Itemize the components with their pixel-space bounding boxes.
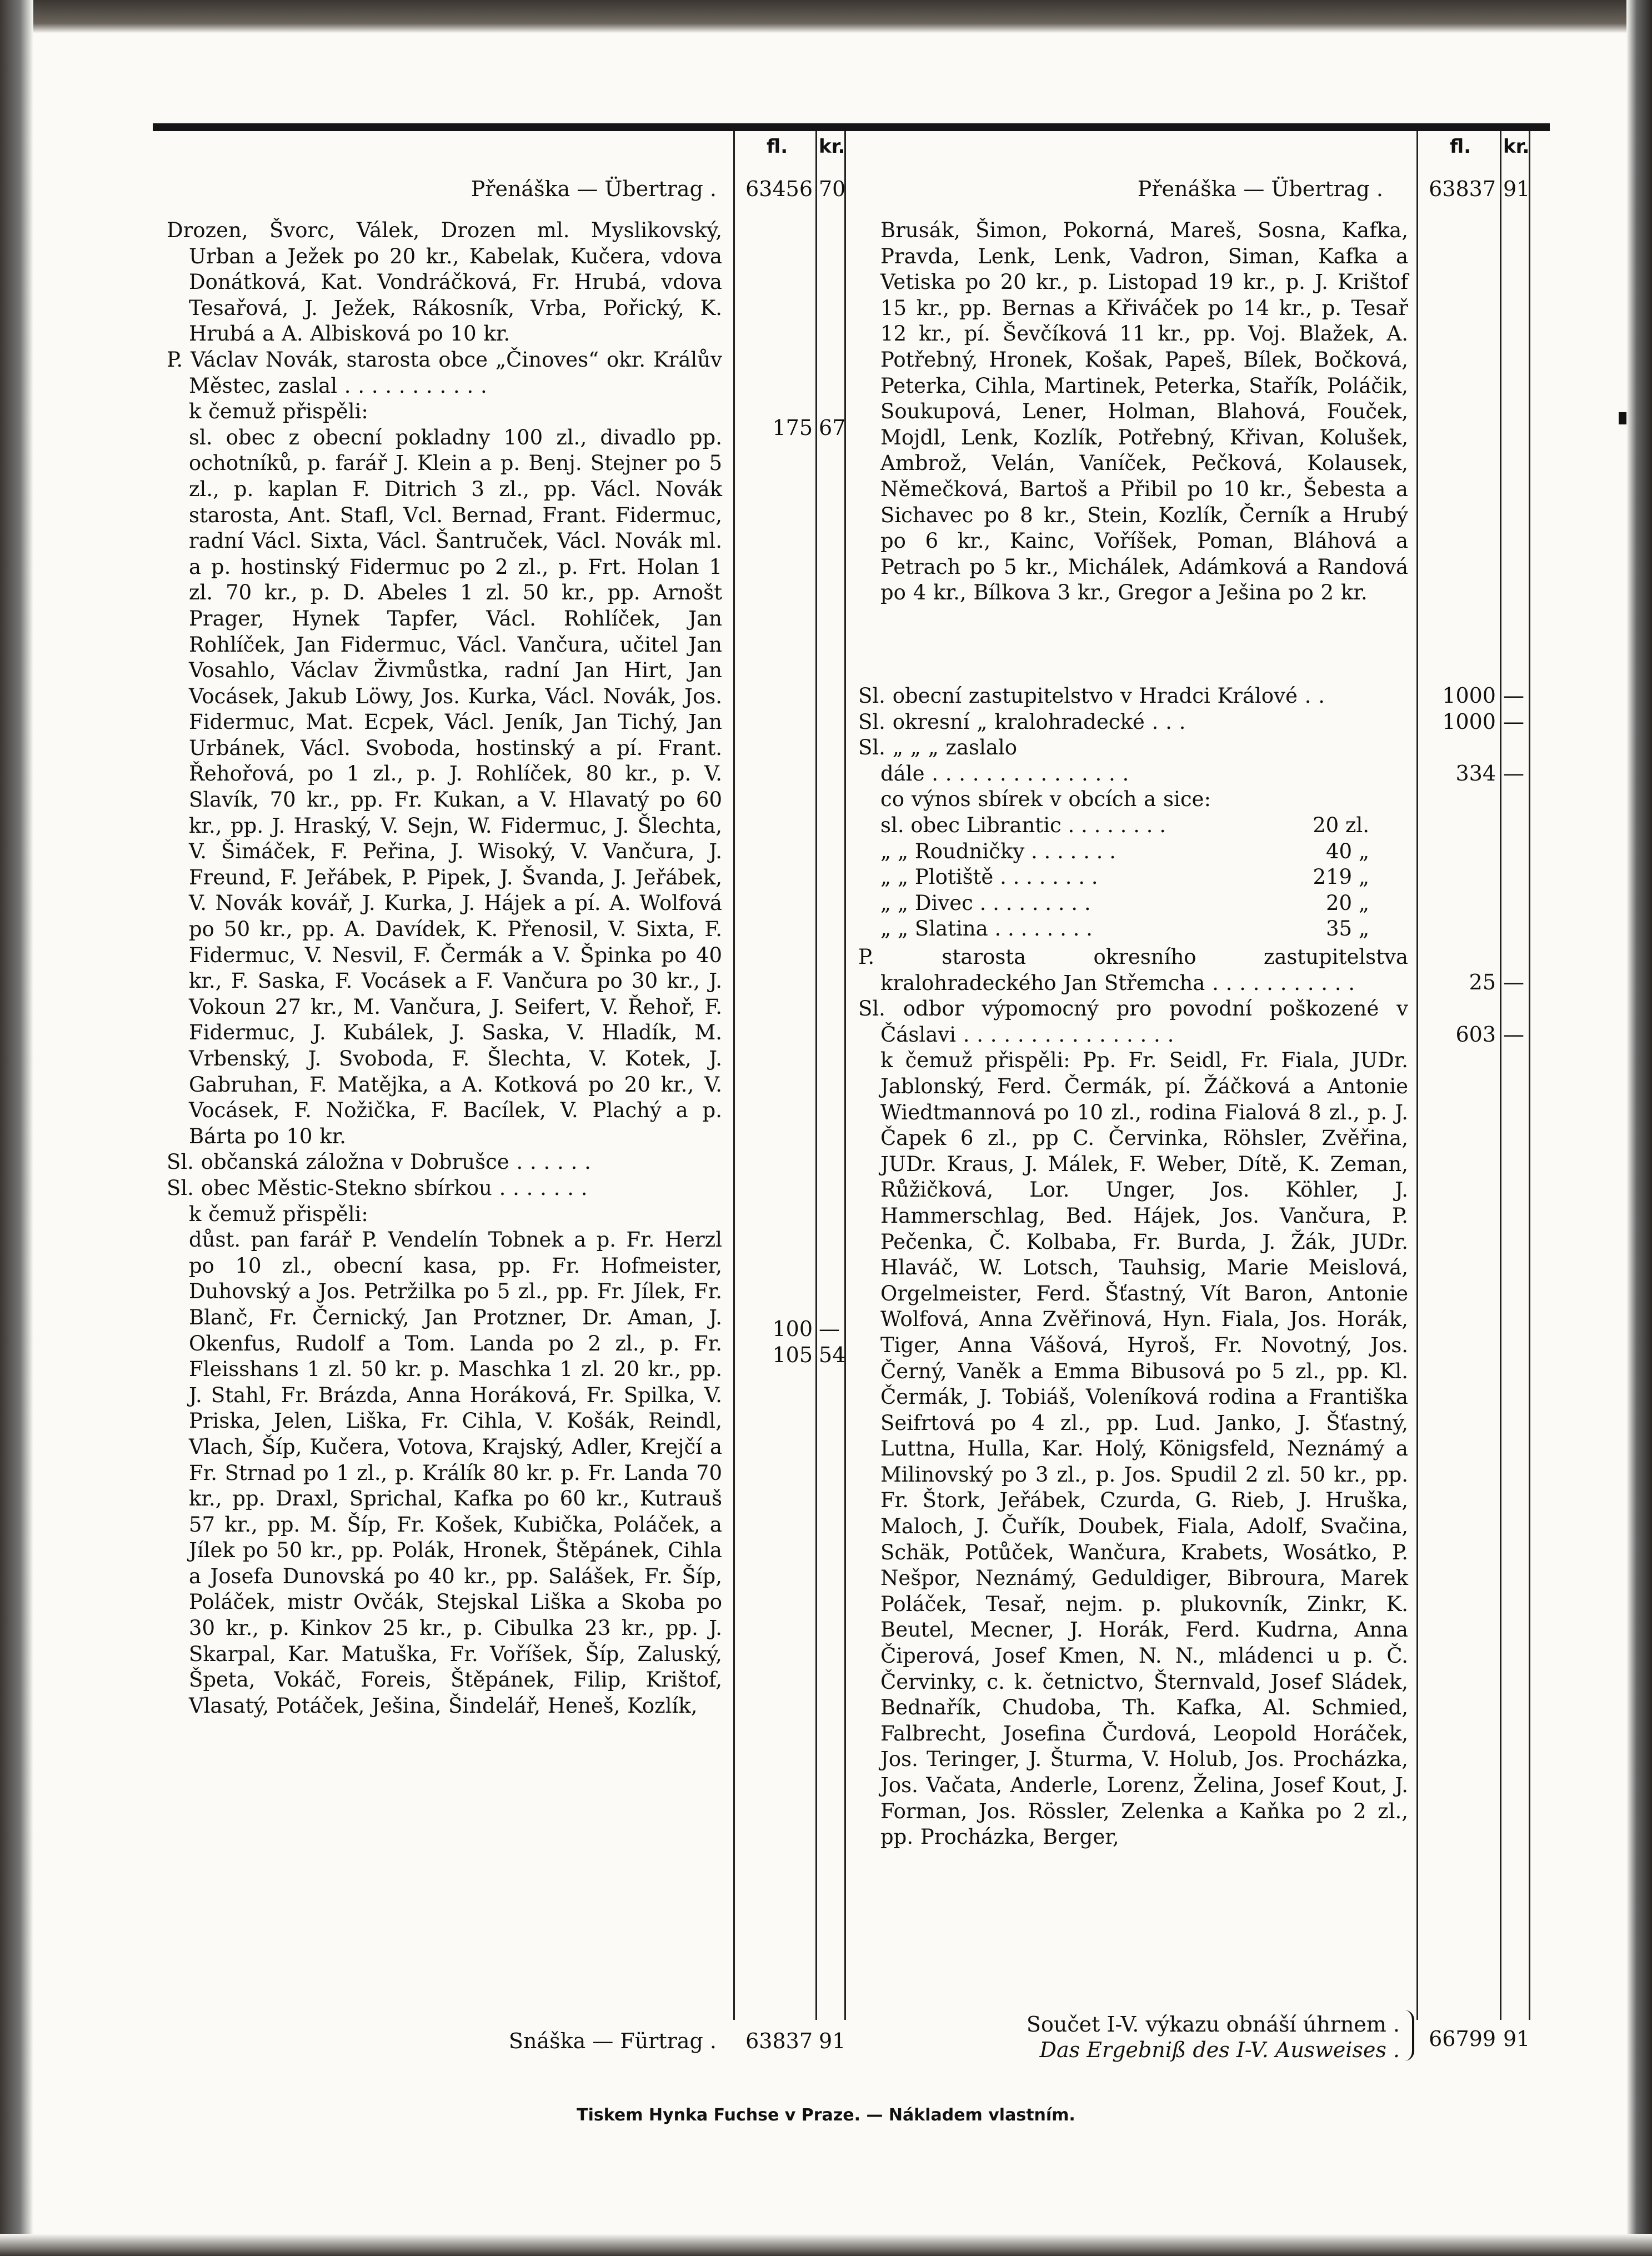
left-amt-mestic-kr: 54 [819, 1343, 846, 1367]
right-para-2: k čemuž přispěli: Pp. Fr. Seidl, Fr. Fiala, JUDr. Jablonský, Ferd. Čermák, pí. Žáčková a Antonie Wiedtmannová po 10 zl., rodina Fialová 8 zl., p. J. Čapek 6 zl., pp C. Červinka, Röhsler, Zvěřina, JUDr. Kraus, J. Málek, F. Weber, Dítě, K. Zeman, Růžičková, Lor. Unger, Jos. Köhler, J. Hammerschlag, Bed. Hájek, Jos. Vančura, P. Pečenka, Č. Kolbaba, Fr. Burda, J. Žák, JUDr. Hlaváč, W. Lotsch, Tauhsig, Marie Meislová, Orgelmeister, Ferd. Šťastný, Vít Baron, Antonie Wolfová, Anna Zvěřinová, Hyn. Fiala, Jos. Horák, Tiger, Anna Vášová, Hyroš, Fr. Novotný, Jos. Černý, Vaněk a Emma Bibusová po 5 zl., pp. Kl. Čermák, J. Tobiáš, Voleníková rodina a Františka Seifrtová po 4 zl., pp. Lud. Janko, J. Šťastný, Luttna, Hulla, Kar. Holý, Königsfeld, Neznámý a Milinovský po 3 zl., p. Jos. Spudil 2 zl. 50 kr., pp. Fr. Štork, Jeřábek, Czurda, G. Rieb, J. Hruška, Maloch, J. Čuřík, Doubek, Fiala, Adolf, Svačina, Schäk, Potůček, Wančura, Krabets, Wosátko, P. Nešpor, Neznámý, Geduldiger, Bibroura, Marek Poláček, Tesař, nejm. p. plukovník, Zinkr, K. Beutel, Mecner, J. Horák, Ferd. Kudrna, Anna Čiperová, Josef Kmen, N. N., mládenci u p. Č. Červinky, c. k. četnictvo, Šternvald, Josef Sládek, Bednařík, Chudoba, Th. Kafka, Al. Schmied, Falbrecht, Josefina Čurdová, Leopold Horáček, Jos. Teringer, J. Šturma, V. Holub, Jos. Procházka, Jos. Vačata, Anderle, Lorenz, Želina, Josef Kout, J. Forman, Jos. Rössler, Zelenka a Kaňka po 2 zl., pp. Procházka, Berger, [880, 1048, 1408, 1849]
right-text-3 [858, 944, 1408, 1850]
scan-border-left [0, 0, 33, 2256]
village-row [880, 916, 1369, 942]
right-para-1: Brusák, Šimon, Pokorná, Mareš, Sosna, Kafka, Pravda, Lenk, Lenk, Vadron, Siman, Kafka a Vetiska po 20 kr., p. Listopad 19 kr., p. J. Krištof 15 kr., pp. Bernas a Křiváček po 14 kr., p. Tesař 12 kr., pí. Ševčíková 11 kr., pp. Voj. Blažek, A. Potřebný, Hronek, Košak, Papeš, Bílek, Bočková, Peterka, Cihla, Martinek, Peterka, Stařík, Poláčik, Soukupová, Lener, Holman, Blahová, Fouček, Mojdl, Lenk, Kozlík, Potřebný, Křivan, Kolušek, Ambrož, Velán, Vaníček, Pečková, Kolausek, Němečková, Bartoš a Přibil po 10 kr., Šebesta a Sichavec po 8 kr., Stein, Kozlík, Černík a Hrubý po 6 kr., Kainc, Voříšek, Poman, Bláhová a Petrach po 5 kr., Michálek, Adámková a Randová po 4 kr., Bílkova 3 kr., Gregor a Ješina po 2 kr. [880, 218, 1408, 605]
right-line-sl-quote: Sl. „ „ „ zaslalo [858, 736, 1018, 760]
left-kr-rule [815, 131, 817, 2020]
scan-border-top [0, 0, 1652, 33]
left-amt-novak-fl: 175 [772, 416, 813, 440]
village-value: 40 „ [1325, 839, 1369, 863]
left-sum-label: Snáška — Fürtrag . [508, 2029, 717, 2053]
village-label: „ „ Slatina . . . . . . . . [880, 917, 1093, 941]
right-total-cz: Součet I-V. výkazu obnáší úhrnem . [1026, 2012, 1400, 2037]
village-value: 20 zl. [1313, 813, 1369, 837]
right-amt-hradec-kr: — [1503, 683, 1524, 708]
top-rule [153, 123, 1550, 131]
village-value: 219 „ [1313, 865, 1369, 889]
right-carry-kr: 91 [1503, 177, 1530, 201]
right-kr-header: kr. [1503, 136, 1530, 158]
right-amt-starosta-fl: 25 [1469, 970, 1496, 994]
left-sum-kr: 91 [819, 2029, 846, 2053]
right-total-de: Das Ergebniß des I-V. Ausweises . [1039, 2038, 1400, 2062]
left-para-2: P. Václav Novák, starosta obce „Činoves“ okr. Králův Městec, zaslal . . . . . . . . . . . [167, 347, 722, 398]
right-amt-odbor-kr: — [1503, 1022, 1524, 1047]
village-row [880, 839, 1369, 865]
left-amt-novak-kr: 67 [819, 416, 846, 440]
left-para-1: Drozen, Švorc, Válek, Drozen ml. Myslikovský, Urban a Ježek po 20 kr., Kabelak, Kučera, vdova Donátková, Kat. Vondráčková, Fr. Hrubá, vdova Tesařová, J. Ježek, Rákosník, Vrba, Pořický, K. Hrubá a A. Albisková po 10 kr. [167, 218, 722, 346]
left-para-8: důst. pan farář P. Vendelín Tobnek a p. Fr. Herzl po 10 zl., obecní kasa, pp. Fr. Hofmeister, Duhovský a Jos. Petržilka po 5 zl., pp. Fr. Jílek, Fr. Blanč, Fr. Černický, Jan Protzner, Dr. Aman, J. Okenfus, Rudolf a Tom. Landa po 2 zl., p. Fr. Fleisshans 1 zl. 50 kr. p. Maschka 1 zl. 20 kr., pp. J. Stahl, Fr. Brázda, Anna Horáková, Fr. Spilka, V. Priska, Jelen, Liška, Fr. Cihla, V. Košák, Reindl, Vlach, Šíp, Kučera, Votova, Krajský, Adler, Krejčí a Fr. Strnad po 1 zl., p. Králík 80 kr. p. Fr. Landa 70 kr., pp. Draxl, Sprichal, Kafka po 60 kr., Kutrauš 57 kr., pp. M. Šíp, Fr. Košek, Kubička, Poláček, a Jílek po 50 kr., pp. Polák, Hronek, Štěpánek, Cihla a Josefa Dunovská po 40 kr., pp. Salášek, Fr. Šíp, Poláček, mistr Ovčák, Stejskal Liška a Skoba po 30 kr., p. Kinkov 25 kr., p. Cibulka 23 kr., pp. J. Skarpal, Kar. Matuška, Fr. Voříšek, Šíp, Zaluský, Špeta, Vokáč, Foreis, Štěpánek, Filip, Krištof, Vlasatý, Potáček, Ješina, Šindelář, Heneš, Kozlík, [189, 1228, 722, 1718]
right-end-rule [1529, 131, 1530, 2020]
left-fl-rule [733, 131, 735, 2020]
total-brace [1404, 2010, 1414, 2061]
left-carry-kr: 70 [819, 177, 846, 201]
left-para-3: k čemuž přispěli: [189, 399, 368, 424]
right-text-2 [858, 683, 1408, 813]
right-fl-rule [1416, 131, 1418, 2020]
village-label: „ „ Divec . . . . . . . . . [880, 891, 1091, 915]
printer-footer: Tiskem Hynka Fuchse v Praze. — Nákladem vlastním. [577, 2105, 1075, 2125]
right-line-odbor: Sl. odbor výpomocný pro povodní poškozené v Čáslavi . . . . . . . . . . . . . . . . [858, 997, 1408, 1047]
left-sum-fl: 63837 [745, 2029, 813, 2053]
left-kr-header: kr. [819, 136, 845, 158]
village-row [880, 813, 1369, 839]
left-fl-header: fl. [767, 136, 788, 158]
right-amt-dale-kr: — [1503, 761, 1524, 786]
left-para-4: sl. obec z obecní pokladny 100 zl., divadlo pp. ochotníků, p. farář J. Klein a p. Benj. Stejner po 5 zl., p. kaplan F. Ditrich 3 zl., pp. Václ. Novák starosta, Ant. Stafl, Vcl. Bernad, Frant. Fidermuc, radní Václ. Sixta, Václ. Šantruček, Václ. Novák ml. a p. hostinský Fidermuc po 2 zl., p. Frt. Holan 1 zl. 70 kr., p. D. Abeles 1 zl. 50 kr., pp. Arnošt Prager, Hynek Tapfer, Václ. Rohlíček, Jan Rohlíček, Jan Fidermuc, Václ. Vančura, učitel Jan Vosahlo, Václav Živmůstka, radní Jan Hirt, Jan Vocásek, Jakub Löwy, Jos. Kurka, Václ. Novák, Jos. Fidermuc, Mat. Ecpek, Václ. Jeník, Jan Tichý, Jan Urbánek, Václ. Svoboda, hostinský a pí. Frant. Řehořová, po 1 zl., p. J. Rohlíček, 80 kr., p. V. Slavík, 70 kr., pp. Fr. Kukan, a V. Hlavatý po 60 kr., pp. J. Hraský, V. Sejn, W. Fidermuc, J. Šlechta, V. Šimáček, F. Peřina, J. Wisoký, V. Vančura, J. Freund, F. Jeřábek, P. Pipek, J. Švanda, J. Jeřábek, V. Novák kovář, J. Kurka, J. Hájek a pí. A. Wolfová po 50 kr., pp. A. Davídek, K. Přenosil, V. Sixta, F. Fidermuc, V. Nesvil, F. Čermák a V. Špinka po 40 kr., F. Saska, F. Vocásek a F. Vančura po 30 kr., J. Vokoun 27 kr., M. Vančura, J. Seifert, V. Řehoř, F. Fidermuc, J. Kubálek, J. Saska, V. Hladík, M. Vrbenský, J. Svoboda, F. Šlechta, V. Kotek, J. Gabruhan, F. Matějka, a A. Kotková po 20 kr., V. Vocásek, F. Nožička, F. Bacílek, V. Plachý a p. Bárta po 10 kr. [189, 425, 722, 1148]
right-amt-okresni-fl: 1000 [1442, 709, 1496, 734]
village-row [880, 864, 1369, 891]
right-line-starosta: P. starosta okresního zastupitelstva kralohradeckého Jan Střemcha . . . . . . . . . . . [858, 945, 1408, 995]
left-para-7: k čemuž přispěli: [189, 1202, 368, 1226]
right-total-fl: 66799 [1429, 2027, 1496, 2051]
village-label: „ „ Roudničky . . . . . . . [880, 839, 1116, 863]
right-amt-starosta-kr: — [1503, 970, 1524, 994]
left-carry-fl: 63456 [745, 177, 813, 201]
left-text [167, 218, 722, 1719]
right-line-okresni: Sl. okresní „ kralohradecké . . . [858, 709, 1186, 734]
right-kr-rule [1500, 131, 1501, 2020]
right-line-vynos: co výnos sbírek v obcích a sice: [880, 787, 1211, 812]
village-label: „ „ Plotiště . . . . . . . . [880, 865, 1098, 889]
village-row [880, 891, 1369, 917]
village-value: 35 „ [1325, 917, 1369, 941]
scan-border-bottom [0, 2234, 1652, 2256]
left-para-6: Sl. obec Městic-Stekno sbírkou . . . . . . . [167, 1175, 588, 1200]
right-text-1 [880, 218, 1408, 606]
right-carry-fl: 63837 [1429, 177, 1496, 201]
right-total-kr: 91 [1503, 2027, 1530, 2051]
left-amt-mestic-fl: 105 [772, 1343, 813, 1367]
village-label: sl. obec Librantic . . . . . . . . [880, 813, 1166, 837]
right-carry-label: Přenáška — Übertrag . [1137, 177, 1383, 201]
left-para-5: Sl. občanská záložna v Dobrušce . . . . . . [167, 1150, 591, 1174]
right-line-dale: dále . . . . . . . . . . . . . . . [880, 761, 1129, 786]
left-amt-zalozna-fl: 100 [772, 1317, 813, 1341]
right-amt-okresni-kr: — [1503, 709, 1524, 734]
village-list [880, 813, 1369, 942]
right-line-hradec: Sl. obecní zastupitelstvo v Hradci Králové . . [858, 684, 1325, 708]
margin-mark [1619, 412, 1626, 424]
right-amt-odbor-fl: 603 [1455, 1022, 1496, 1047]
right-fl-header: fl. [1450, 136, 1471, 158]
left-end-rule [844, 131, 846, 2020]
village-value: 20 „ [1325, 891, 1369, 915]
left-amt-zalozna-kr: — [819, 1317, 840, 1341]
right-amt-dale-fl: 334 [1455, 761, 1496, 786]
left-carry-label: Přenáška — Übertrag . [470, 177, 717, 201]
right-amt-hradec-fl: 1000 [1442, 683, 1496, 708]
scan-border-right [1626, 0, 1652, 2256]
